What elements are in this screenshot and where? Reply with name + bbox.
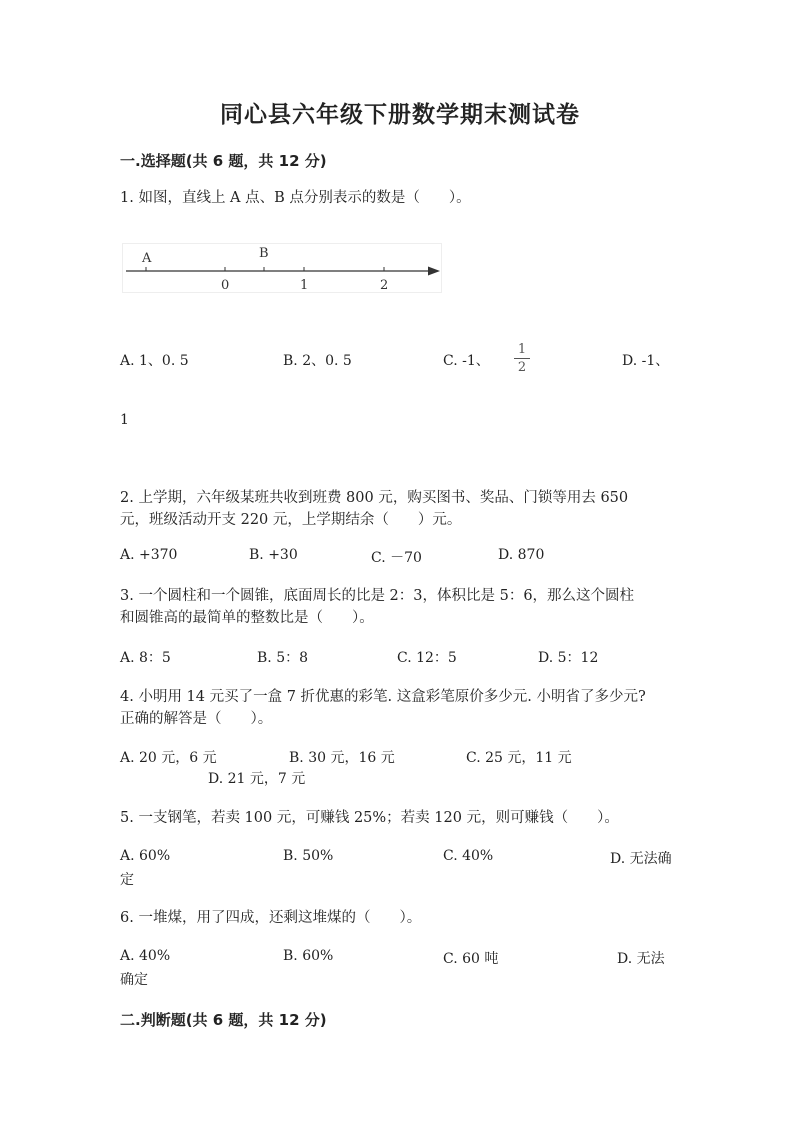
q6-option-b: B. 60% bbox=[283, 948, 334, 964]
q2-option-a: A. +370 bbox=[120, 547, 178, 563]
q5-option-a: A. 60% bbox=[120, 848, 171, 864]
q6-option-d: D. 无法 bbox=[617, 951, 665, 967]
fraction-bar bbox=[514, 358, 530, 359]
tick-1-label: 1 bbox=[300, 278, 309, 293]
question-4-line-2: 正确的解答是（ ）。 bbox=[120, 711, 273, 727]
q5-option-b: B. 50% bbox=[283, 848, 334, 864]
section-heading-choice: 一.选择题(共 6 题，共 12 分) bbox=[120, 152, 327, 170]
fraction-numerator: 1 bbox=[517, 342, 527, 357]
question-6-text: 6. 一堆煤，用了四成，还剩这堆煤的（ ）。 bbox=[120, 910, 422, 926]
q2-option-c: C. －70 bbox=[371, 550, 422, 566]
q5-option-c: C. 40% bbox=[443, 848, 494, 864]
q3-option-d: D. 5：12 bbox=[538, 650, 599, 666]
q5-option-d-continued: 定 bbox=[120, 872, 134, 888]
q1-option-c-fraction bbox=[514, 342, 530, 375]
q1-option-c: C. -1、 bbox=[443, 353, 490, 369]
question-2-line-1: 2. 上学期，六年级某班共收到班费 800 元，购买图书、奖品、门锁等用去 650 bbox=[120, 490, 629, 506]
question-3-line-2: 和圆锥高的最简单的整数比是（ ）。 bbox=[120, 610, 374, 626]
question-4-line-1: 4. 小明用 14 元买了一盒 7 折优惠的彩笔. 这盒彩笔原价多少元. 小明省了多少元? bbox=[120, 689, 646, 705]
question-5-text: 5. 一支钢笔，若卖 100 元，可赚钱 25%；若卖 120 元，则可赚钱（ ）。 bbox=[120, 810, 619, 826]
q4-option-a: A. 20 元，6 元 bbox=[120, 750, 217, 766]
section-heading-judgement: 二.判断题(共 6 题，共 12 分) bbox=[120, 1011, 327, 1029]
question-2-line-2: 元，班级活动开支 220 元，上学期结余（ ）元。 bbox=[120, 512, 462, 528]
q2-option-b: B. +30 bbox=[249, 547, 298, 563]
question-1-text: 1. 如图，直线上 A 点、B 点分别表示的数是（ ）。 bbox=[120, 190, 471, 206]
q6-option-c: C. 60 吨 bbox=[443, 951, 499, 967]
q1-option-d: D. -1、 bbox=[622, 353, 670, 369]
q3-option-a: A. 8：5 bbox=[120, 650, 171, 666]
q2-option-d: D. 870 bbox=[498, 547, 545, 563]
tick-0-label: 0 bbox=[221, 278, 230, 293]
q4-option-c: C. 25 元，11 元 bbox=[466, 750, 572, 766]
q5-option-d: D. 无法确 bbox=[610, 851, 672, 867]
q3-option-c: C. 12：5 bbox=[397, 650, 457, 666]
point-b-label: B bbox=[259, 246, 269, 261]
q4-option-d: D. 21 元，7 元 bbox=[208, 771, 306, 787]
tick-2-label: 2 bbox=[380, 278, 389, 293]
q1-option-d-continued: 1 bbox=[120, 412, 129, 428]
figure-border bbox=[123, 244, 442, 293]
q4-option-b: B. 30 元，16 元 bbox=[289, 750, 395, 766]
point-a-label: A bbox=[142, 251, 152, 266]
q6-option-d-continued: 确定 bbox=[120, 972, 148, 988]
number-line-arrow bbox=[428, 267, 440, 276]
fraction-denominator: 2 bbox=[517, 360, 527, 375]
number-line-figure bbox=[122, 243, 442, 293]
q1-option-b: B. 2、0. 5 bbox=[283, 353, 352, 369]
page-title: 同心县六年级下册数学期末测试卷 bbox=[220, 102, 580, 128]
q6-option-a: A. 40% bbox=[120, 948, 171, 964]
q3-option-b: B. 5：8 bbox=[257, 650, 309, 666]
q1-option-a: A. 1、0. 5 bbox=[120, 353, 189, 369]
question-3-line-1: 3. 一个圆柱和一个圆锥，底面周长的比是 2：3，体积比是 5：6，那么这个圆柱 bbox=[120, 588, 635, 604]
